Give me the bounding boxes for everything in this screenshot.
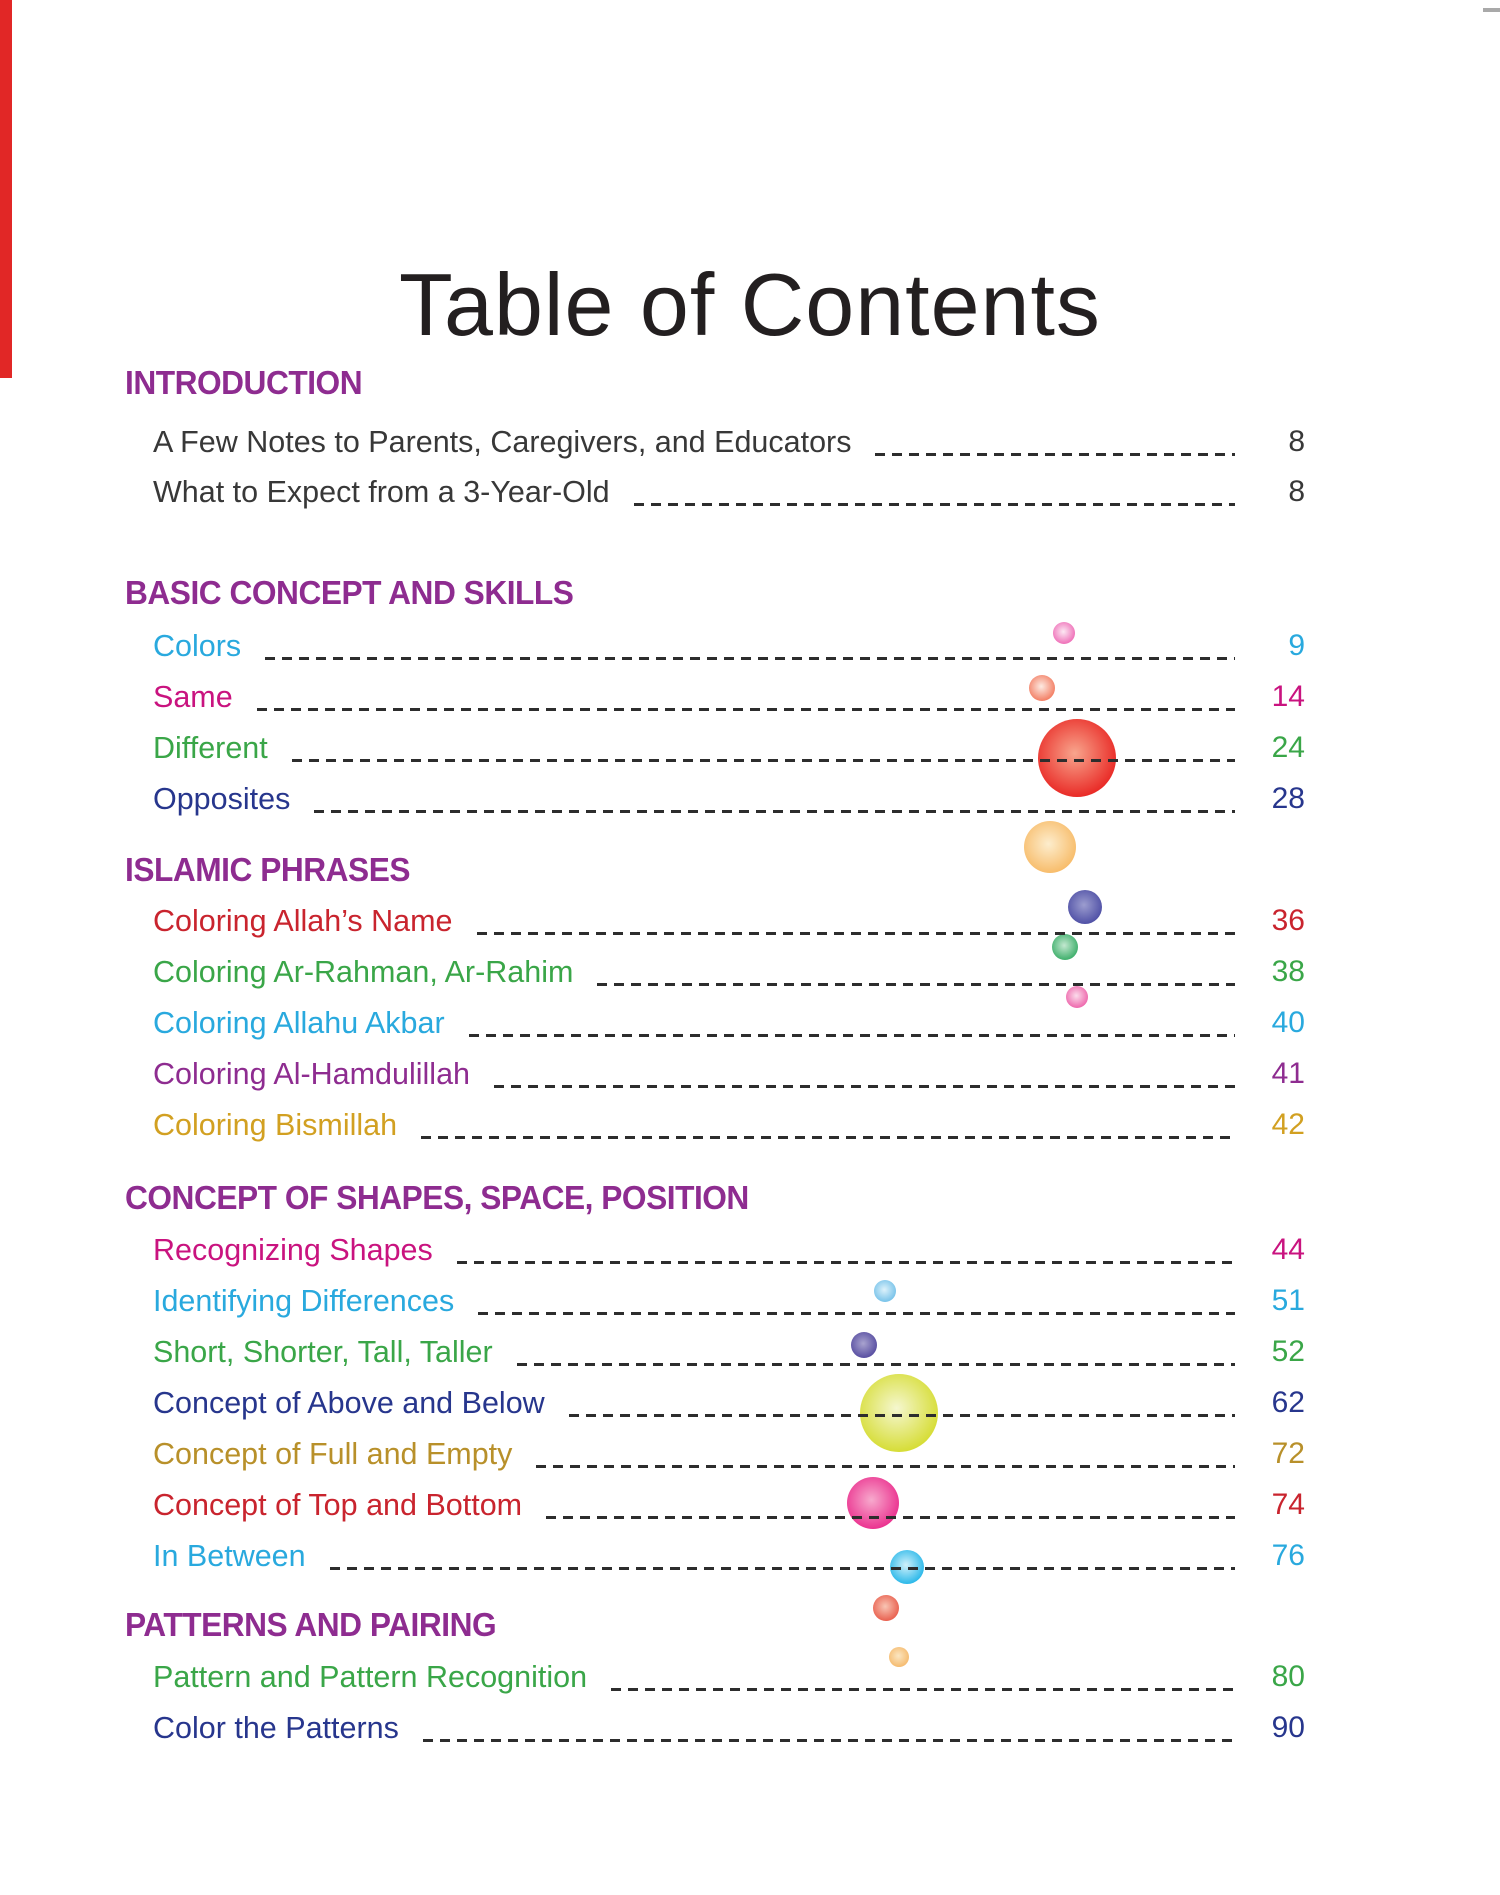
toc-row: [153, 420, 1305, 464]
section-heading: CONCEPT OF SHAPES, SPACE, POSITION: [125, 1179, 749, 1216]
toc-item-label: Same: [153, 680, 233, 714]
toc-row: [153, 1330, 1305, 1374]
page-number: 44: [1271, 1233, 1305, 1266]
toc-item-label: What to Expect from a 3-Year-Old: [153, 475, 610, 509]
dotted-leader: [457, 1261, 1235, 1264]
page-number: 62: [1271, 1386, 1305, 1419]
dotted-leader: [292, 759, 1235, 762]
section-heading: PATTERNS AND PAIRING: [125, 1606, 497, 1643]
toc-row: [153, 1381, 1305, 1425]
toc-item-label: Identifying Differences: [153, 1284, 455, 1318]
page-number: 42: [1271, 1108, 1305, 1141]
section-heading: BASIC CONCEPT AND SKILLS: [125, 574, 574, 611]
dotted-leader: [875, 453, 1235, 456]
toc-item-label: Short, Shorter, Tall, Taller: [153, 1335, 493, 1369]
section-heading: INTRODUCTION: [125, 364, 363, 401]
dotted-leader: [597, 983, 1235, 986]
toc-row: [153, 1432, 1305, 1476]
toc-row: [153, 1001, 1305, 1045]
toc-item-label: Coloring Allah’s Name: [153, 904, 453, 938]
toc-item-label: Concept of Full and Empty: [153, 1437, 513, 1471]
toc-item-label: Colors: [153, 629, 242, 663]
dotted-leader: [569, 1414, 1235, 1417]
toc-row: [153, 470, 1305, 514]
toc-item-label: Coloring Allahu Akbar: [153, 1006, 445, 1040]
page-number: 28: [1271, 782, 1305, 815]
toc-row: [153, 950, 1305, 994]
page-number: 38: [1271, 955, 1305, 988]
dotted-leader: [423, 1739, 1235, 1742]
dotted-leader: [478, 1312, 1235, 1315]
toc-item-label: Opposites: [153, 782, 291, 816]
dotted-leader: [257, 708, 1235, 711]
dotted-leader: [494, 1085, 1235, 1088]
toc-item-label: Color the Patterns: [153, 1711, 399, 1745]
page-number: 40: [1271, 1006, 1305, 1039]
toc-row: [153, 1279, 1305, 1323]
toc-item-label: Concept of Top and Bottom: [153, 1488, 523, 1522]
section-heading: ISLAMIC PHRASES: [125, 851, 410, 888]
toc-row: [153, 675, 1305, 719]
dotted-leader: [469, 1034, 1235, 1037]
page-number: 76: [1271, 1539, 1305, 1572]
page-number: 80: [1271, 1660, 1305, 1693]
toc-item-label: Concept of Above and Below: [153, 1386, 545, 1420]
dotted-leader: [477, 932, 1235, 935]
dotted-leader: [314, 810, 1235, 813]
page-number: 51: [1271, 1284, 1305, 1317]
toc-row: [153, 726, 1305, 770]
toc-item-label: Different: [153, 731, 268, 765]
toc-row: [153, 1483, 1305, 1527]
page-number: 14: [1271, 680, 1305, 713]
toc-item-label: Coloring Ar-Rahman, Ar-Rahim: [153, 955, 574, 989]
page-number: 24: [1271, 731, 1305, 764]
dotted-leader: [330, 1567, 1235, 1570]
page-number: 74: [1271, 1488, 1305, 1521]
dotted-leader: [634, 503, 1235, 506]
page-number: 9: [1288, 629, 1305, 662]
dotted-leader: [611, 1688, 1235, 1691]
page-title: Table of Contents: [399, 254, 1101, 354]
dotted-leader: [546, 1516, 1235, 1519]
toc-row: [153, 1103, 1305, 1147]
dotted-leader: [517, 1363, 1235, 1366]
page-number: 8: [1288, 475, 1305, 508]
page-number: 72: [1271, 1437, 1305, 1470]
toc-item-label: Recognizing Shapes: [153, 1233, 433, 1267]
dotted-leader: [536, 1465, 1235, 1468]
toc-row: [153, 1228, 1305, 1272]
dotted-leader: [421, 1136, 1235, 1139]
page-number: 52: [1271, 1335, 1305, 1368]
toc-row: [153, 899, 1305, 943]
toc-row: [153, 1706, 1305, 1750]
page-number: 8: [1288, 425, 1305, 458]
toc-row: [153, 777, 1305, 821]
toc-item-label: In Between: [153, 1539, 306, 1573]
page-number: 90: [1271, 1711, 1305, 1744]
corner-dash-mark: [1483, 8, 1500, 12]
toc-item-label: Coloring Bismillah: [153, 1108, 398, 1142]
toc-row: [153, 624, 1305, 668]
dotted-leader: [265, 657, 1235, 660]
toc-item-label: A Few Notes to Parents, Caregivers, and Educators: [153, 425, 852, 459]
toc-row: [153, 1655, 1305, 1699]
toc-row: [153, 1534, 1305, 1578]
toc-item-label: Coloring Al-Hamdulillah: [153, 1057, 471, 1091]
toc-row: [153, 1052, 1305, 1096]
page-number: 41: [1271, 1057, 1305, 1090]
toc-item-label: Pattern and Pattern Recognition: [153, 1660, 588, 1694]
page-number: 36: [1271, 904, 1305, 937]
